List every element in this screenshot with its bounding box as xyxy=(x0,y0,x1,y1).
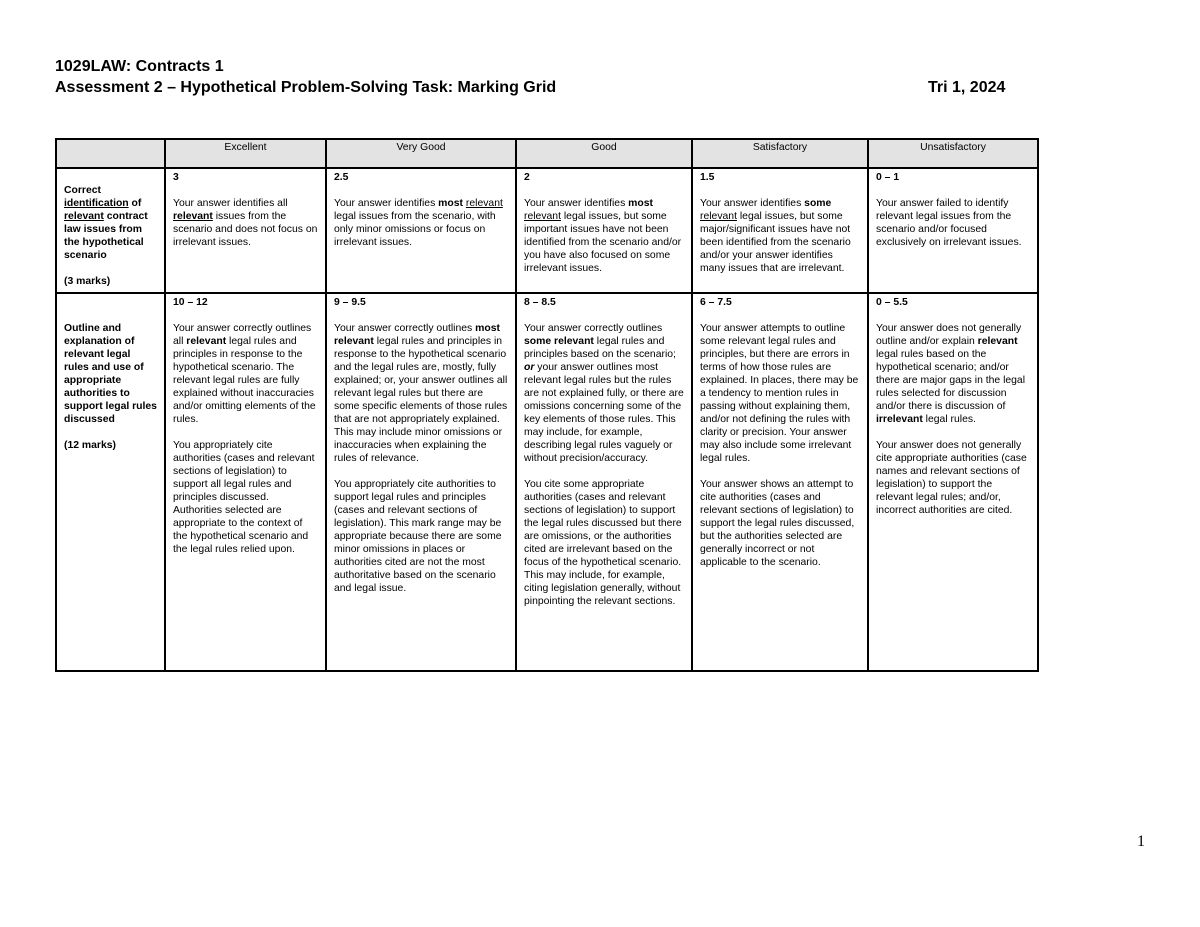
criterion-of: of xyxy=(128,198,142,209)
criterion-marks: (12 marks) xyxy=(64,440,116,451)
descriptor-text: Your answer identifies xyxy=(334,198,439,209)
emphasis-text: relevant xyxy=(977,336,1018,347)
emphasis-or: or xyxy=(524,362,535,373)
descriptor-text: Your answer identifies xyxy=(524,198,629,209)
criterion-rest: contract law issues from the hypothetical scenario xyxy=(64,211,148,261)
descriptor-authorities: You appropriately cite authorities (cases and relevant sections of legislation) to support all legal rules and principles discussed. Authorities selected are appropriate to the context of the hypothetical scenario and the legal rules relied upon. xyxy=(173,440,315,555)
score-range: 0 – 5.5 xyxy=(876,297,908,308)
cell-rules-very-good xyxy=(326,293,516,671)
score-range: 1.5 xyxy=(700,172,715,183)
cell-rules-unsatisfactory xyxy=(868,293,1038,671)
cell-issues-satisfactory xyxy=(692,168,868,293)
descriptor-text: Your answer identifies all xyxy=(173,198,288,209)
score-range: 10 – 12 xyxy=(173,297,208,308)
score-range: 6 – 7.5 xyxy=(700,297,732,308)
criterion-identification: identification xyxy=(64,198,129,209)
cell-issues-very-good xyxy=(326,168,516,293)
descriptor-text: legal issues from the scenario, with only minor omissions or focus on irrelevant issues. xyxy=(334,211,496,248)
descriptor-text: Your answer identifies xyxy=(700,198,805,209)
score-range: 2.5 xyxy=(334,172,349,183)
descriptor-text: Your answer failed to identify relevant legal issues from the scenario and/or focused exclusively on irrelevant issues. xyxy=(876,198,1022,248)
descriptor-text: legal rules. xyxy=(922,414,976,425)
descriptor-text: Your answer attempts to outline some relevant legal rules and principles, but there are errors in terms of how those rules are explained. In places, there may be a tendency to mention rules in passing without explaining them, and/or not defining the rules with clarity or precision. Your answer may also include some irrelevant legal rules. xyxy=(700,323,859,464)
emphasis-some: some xyxy=(804,198,832,209)
descriptor-authorities: Your answer does not generally cite appropriate authorities (case names and relevant sections of legislation) to support the relevant legal rules; and/or, incorrect authorities are cited. xyxy=(876,440,1027,516)
emphasis-relevant: relevant xyxy=(524,211,561,222)
descriptor-text: legal rules and principles in response to the hypothetical scenario. The relevant legal rules are fully explained without inaccuracies and/or omitting elements of the rules. xyxy=(173,336,316,425)
score-range: 0 – 1 xyxy=(876,172,900,183)
descriptor-text: legal rules based on the hypothetical scenario; and/or there are major gaps in the legal rules selected for discussion and/or there is discussion of xyxy=(876,349,1026,412)
descriptor-text: legal issues, but some major/significant issues have not been identified from the scenario and/or your answer identifies many issues that are irrelevant. xyxy=(700,211,851,274)
descriptor-text: legal issues, but some important issues have not been identified from the scenario and/or you have also focused on some irrelevant issues. xyxy=(524,211,682,274)
column-header-unsatisfactory: Unsatisfactory xyxy=(868,139,1038,168)
criterion-relevant: relevant xyxy=(64,211,104,222)
column-header-excellent: Excellent xyxy=(165,139,326,168)
descriptor-authorities: Your answer shows an attempt to cite authorities (cases and relevant sections of legislation) to support the legal rules discussed, but the authorities selected are generally incorrect or not applicable to the scenario. xyxy=(700,479,855,568)
emphasis-relevant: relevant xyxy=(700,211,737,222)
assessment-title: Assessment 2 – Hypothetical Problem-Solving Task: Marking Grid xyxy=(55,79,557,96)
cell-issues-good xyxy=(516,168,692,293)
criterion-marks: (3 marks) xyxy=(64,276,111,287)
score-range: 8 – 8.5 xyxy=(524,297,556,308)
course-title: 1029LAW: Contracts 1 xyxy=(55,58,224,75)
descriptor-authorities: You cite some appropriate authorities (cases and relevant sections of legislation) to support the legal rules discussed but there are omissions, or the authorities cited are irrelevant based on the focus of the hypothetical scenario. This may include, for example, citing legislation generally, without pinpointing the relevant sections. xyxy=(524,479,682,607)
emphasis-relevant: relevant xyxy=(173,211,213,222)
criterion-cell-rules xyxy=(56,293,165,671)
column-header-satisfactory: Satisfactory xyxy=(692,139,868,168)
descriptor-authorities: You appropriately cite authorities to support legal rules and principles (cases and relevant sections of legislation). This mark range may be appropriate because there are some minor omissions in places or authorities cited are not the most authoritative based on the scenario and legal issue. xyxy=(334,479,502,594)
descriptor-text: Your answer correctly outlines xyxy=(334,323,476,334)
corner-header-cell xyxy=(56,139,165,168)
score-range: 2 xyxy=(524,172,530,183)
cell-rules-satisfactory xyxy=(692,293,868,671)
cell-rules-good xyxy=(516,293,692,671)
criterion-row-issues xyxy=(56,168,1038,293)
emphasis-relevant: relevant xyxy=(465,198,503,209)
score-range: 9 – 9.5 xyxy=(334,297,366,308)
descriptor-text: issues from the scenario and does not focus on irrelevant issues. xyxy=(173,211,318,248)
cell-rules-excellent xyxy=(165,293,326,671)
descriptor-text: Your answer correctly outlines all xyxy=(173,323,312,347)
criterion-line-a: Correct xyxy=(64,185,101,196)
page-number: 1 xyxy=(1137,833,1145,850)
descriptor-text: Your answer does not generally outline and/or explain xyxy=(876,323,1022,347)
emphasis-text: relevant xyxy=(186,336,227,347)
descriptor-text: your answer outlines most relevant legal rules but the rules are not explained fully, or there are omissions concerning some of the key elements of those rules. This may include, for example, describing legal rules vaguely or without precision/accuracy. xyxy=(524,362,684,464)
emphasis-most: most xyxy=(438,198,463,209)
descriptor-text: Your answer correctly outlines xyxy=(524,323,663,334)
score-range: 3 xyxy=(173,172,179,183)
descriptor-text: legal rules and principles in response to the hypothetical scenario and the legal rules are, mostly, fully explained; or, your answer outlines all relevant legal rules but there are some specific elements of those rules that are not appropriately explained. This may include minor omissions or inaccuracies when explaining the rules of relevance. xyxy=(334,336,508,464)
criterion-row-rules xyxy=(56,293,1038,671)
criterion-cell-issues xyxy=(56,168,165,293)
emphasis-most: most xyxy=(628,198,653,209)
column-header-good: Good xyxy=(516,139,692,168)
term-label: Tri 1, 2024 xyxy=(928,79,1006,96)
marking-grid-table xyxy=(55,138,1039,672)
cell-issues-unsatisfactory xyxy=(868,168,1038,293)
descriptor-text: legal rules and principles based on the scenario; xyxy=(524,336,676,360)
emphasis-text: some relevant xyxy=(524,336,594,347)
emphasis-text: irrelevant xyxy=(876,414,923,425)
criterion-text: Outline and explanation of relevant legal rules and use of appropriate authorities to support legal rules discussed xyxy=(64,323,157,425)
header-row xyxy=(56,139,1038,168)
emphasis-text: most relevant xyxy=(334,323,500,347)
cell-issues-excellent xyxy=(165,168,326,293)
column-header-very-good: Very Good xyxy=(326,139,516,168)
